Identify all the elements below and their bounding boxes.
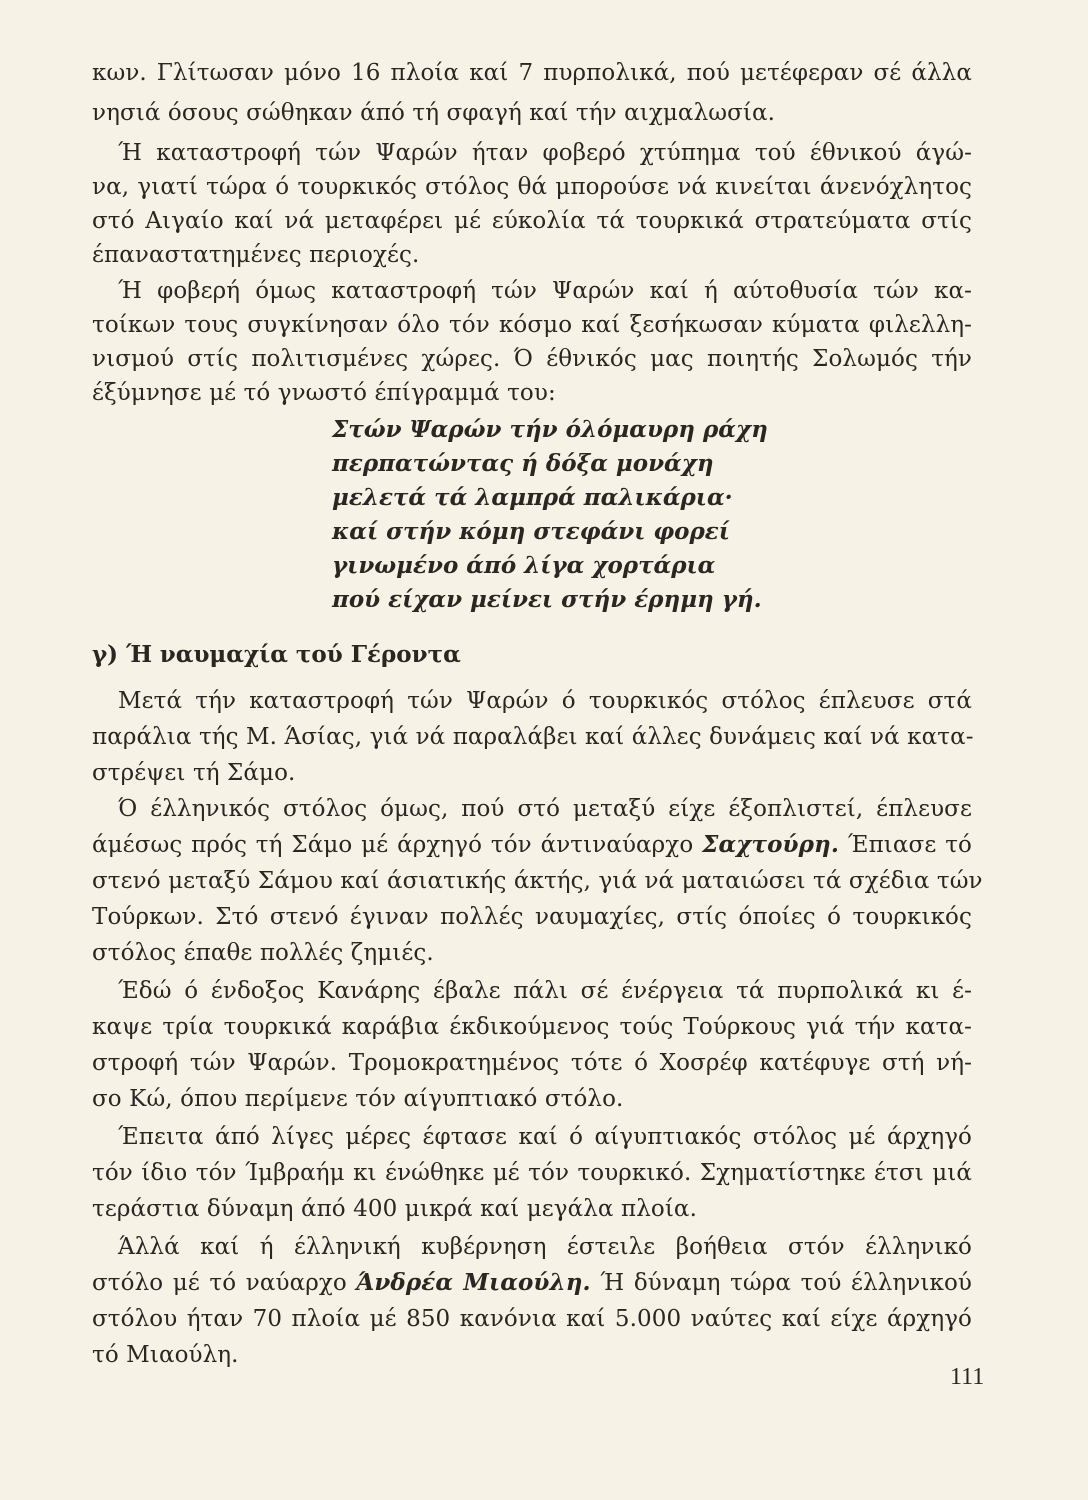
- text-segment: άμέσως πρός τή Σάμο μέ άρχηγό τόν άντιναύαρχο: [92, 832, 694, 858]
- verse-line: περπατώντας ή δόξα μονάχη: [332, 450, 714, 477]
- text-segment: Έπιασε τό: [847, 832, 972, 858]
- text-line: Μετά τήν καταστροφή τών Ψαρών ό τουρκικός στόλος έπλευσε στά: [118, 688, 972, 714]
- text-line: τό Μιαούλη.: [92, 1342, 239, 1368]
- text-line: στενό μεταξύ Σάμου καί άσιατικής άκτής, γιά νά ματαιώσει τά σχέδια τών: [92, 868, 983, 894]
- text-line: στόλος έπαθε πολλές ζημιές.: [92, 940, 434, 966]
- text-line: Ό έλληνικός στόλος όμως, πού στό μεταξύ είχε έξοπλιστεί, έπλευσε: [118, 796, 972, 822]
- text-line: τόν ίδιο τόν Ίμβραήμ κι ένώθηκε μέ τόν τουρκικό. Σχηματίστηκε έτσι μιά: [92, 1160, 972, 1186]
- text-line: Έδώ ό ένδοξος Κανάρης έβαλε πάλι σέ ένέργεια τά πυρπολικά κι έ-: [118, 978, 972, 1004]
- text-line: σο Κώ, όπου περίμενε τόν αίγυπτιακό στόλο.: [92, 1086, 624, 1112]
- text-line: νισμού στίς πολιτισμένες χώρες. Ό έθνικός μας ποιητής Σολωμός τήν: [92, 346, 972, 372]
- page-number: 111: [950, 1364, 985, 1390]
- verse-line: μελετά τά λαμπρά παλικάρια·: [332, 484, 733, 511]
- admiral-name: Άνδρέα Μιαούλη.: [356, 1269, 591, 1296]
- text-line: Άλλά καί ή έλληνική κυβέρνηση έστειλε βοήθεια στόν έλληνικό: [118, 1234, 972, 1260]
- text-line: Έπειτα άπό λίγες μέρες έφτασε καί ό αίγυπτιακός στόλος μέ άρχηγό: [118, 1124, 972, 1150]
- text-line: [92, 1268, 972, 1298]
- admiral-name: Σαχτούρη.: [702, 831, 839, 858]
- verse-line: καί στήν κόμη στεφάνι φορεί: [332, 518, 730, 545]
- verse-line: πού είχαν μείνει στήν έρημη γή.: [332, 586, 762, 613]
- text-line: στρέψει τή Σάμο.: [92, 760, 296, 786]
- text-line: στροφή τών Ψαρών. Τρομοκρατημένος τότε ό Χοσρέφ κατέφυγε στή νή-: [92, 1050, 972, 1076]
- text-line: [92, 830, 972, 860]
- text-line: τεράστια δύναμη άπό 400 μικρά καί μεγάλα πλοία.: [92, 1196, 697, 1222]
- text-line: να, γιατί τώρα ό τουρκικός στόλος θά μπορούσε νά κινείται άνενόχλητος: [92, 174, 972, 200]
- text-line: νησιά όσους σώθηκαν άπό τή σφαγή καί τήν αιχμαλωσία.: [92, 100, 776, 126]
- text-line: στό Αιγαίο καί νά μεταφέρει μέ εύκολία τά τουρκικά στρατεύματα στίς: [92, 208, 972, 234]
- text-line: Τούρκων. Στό στενό έγιναν πολλές ναυμαχίες, στίς όποίες ό τουρκικός: [92, 904, 972, 930]
- verse-line: γινωμένο άπό λίγα χορτάρια: [332, 552, 716, 579]
- text-line: στόλου ήταν 70 πλοία μέ 850 κανόνια καί 5.000 ναύτες καί είχε άρχηγό: [92, 1306, 972, 1332]
- section-heading: γ) Ή ναυμαχία τού Γέροντα: [92, 641, 461, 668]
- text-segment: Ή δύναμη τώρα τού έλληνικού: [600, 1270, 972, 1296]
- text-line: καψε τρία τουρκικά καράβια έκδικούμενος τούς Τούρκους γιά τήν κατα-: [92, 1014, 972, 1040]
- text-segment: στόλο μέ τό ναύαρχο: [92, 1270, 347, 1296]
- text-line: κων. Γλίτωσαν μόνο 16 πλοία καί 7 πυρπολικά, πού μετέφεραν σέ άλλα: [92, 60, 972, 86]
- text-line: τοίκων τους συγκίνησαν όλο τόν κόσμο καί ξεσήκωσαν κύματα φιλελλη-: [92, 312, 972, 338]
- text-line: Ή καταστροφή τών Ψαρών ήταν φοβερό χτύπημα τού έθνικού άγώ-: [118, 140, 972, 166]
- text-line: Ή φοβερή όμως καταστροφή τών Ψαρών καί ή αύτοθυσία τών κα-: [118, 278, 972, 304]
- text-line: έξύμνησε μέ τό γνωστό έπίγραμμά του:: [92, 380, 556, 406]
- verse-line: Στών Ψαρών τήν όλόμαυρη ράχη: [332, 416, 768, 443]
- text-line: έπαναστατημένες περιοχές.: [92, 242, 420, 268]
- text-line: παράλια τής Μ. Άσίας, γιά νά παραλάβει καί άλλες δυνάμεις καί νά κατα-: [92, 724, 974, 750]
